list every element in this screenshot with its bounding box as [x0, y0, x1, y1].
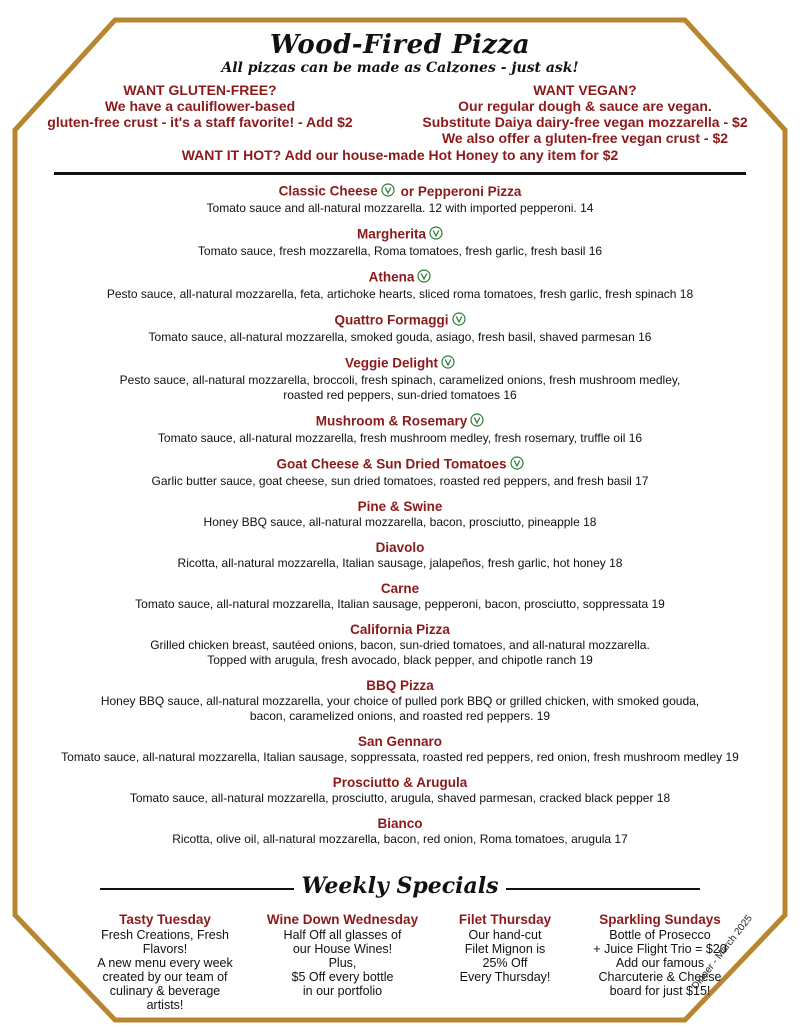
menu-item: [40, 226, 760, 259]
dietary-notes: [40, 82, 760, 146]
special-line: 25% Off: [482, 956, 528, 970]
menu-item-name: Veggie Delight: [40, 355, 760, 373]
special-line: in our portfolio: [302, 984, 383, 998]
menu-item-description: Topped with arugula, fresh avocado, black pepper, and chipotle ranch 19: [207, 653, 593, 667]
menu-item-description: bacon, caramelized onions, and roasted red peppers. 19: [249, 709, 551, 723]
hot-honey-note: WANT IT HOT? Add our house-made Hot Honey to any item for $2: [181, 147, 619, 163]
special-line: Bottle of Prosecco: [609, 928, 711, 942]
special-item: [435, 912, 575, 984]
menu-item-description: Tomato sauce, all-natural mozzarella, prosciutto, arugula, shaved parmesan, cracked black pepper 18: [129, 791, 671, 805]
special-line: created by our team of: [102, 970, 228, 984]
special-line: Filet Mignon is: [464, 942, 546, 956]
vegetarian-icon: [417, 269, 431, 287]
menu-item: [40, 775, 760, 806]
vegetarian-icon: [510, 456, 524, 474]
page-subtitle: All pizzas can be made as Calzones - just ask!: [221, 60, 579, 76]
menu-item-description: Honey BBQ sauce, all-natural mozzarella, your choice of pulled pork BBQ or grilled chicken, with smoked gouda,: [100, 694, 700, 708]
menu-item: [40, 312, 760, 345]
menu-item: [40, 540, 760, 571]
menu-item: [40, 678, 760, 724]
vegan-note: WANT VEGAN? Our regular dough & sauce are vegan. Substitute Daiya dairy-free vegan mozzarella - $2 We also offer a gluten-free vegan crust - $2: [422, 82, 748, 146]
menu-item-name: Diavolo: [375, 540, 425, 555]
menu-item-description: Pesto sauce, all-natural mozzarella, feta, artichoke hearts, sliced roma tomatoes, fresh garlic, fresh spinach 18: [106, 287, 694, 301]
special-line: board for just $15!: [609, 984, 711, 998]
menu-item-description: Grilled chicken breast, sautéed onions, bacon, sun-dried tomatoes, and all-natural mozzarella.: [150, 638, 650, 652]
special-title: Filet Thursday: [458, 912, 552, 927]
special-line: Our hand-cut: [468, 928, 542, 942]
menu-item: [40, 816, 760, 847]
special-line: Charcuterie & Cheese: [598, 970, 722, 984]
special-line: culinary & beverage: [109, 984, 221, 998]
menu-item-name: San Gennaro: [357, 734, 443, 749]
special-line: Every Thursday!: [459, 970, 551, 984]
menu-item-description: Tomato sauce and all-natural mozzarella. 12 with imported pepperoni. 14: [206, 201, 594, 215]
menu-item-name: California Pizza: [350, 622, 450, 637]
page-title: Wood-Fired Pizza: [269, 30, 531, 60]
vegetarian-icon: [452, 312, 466, 330]
menu-item: [40, 456, 760, 489]
menu-item-description: Garlic butter sauce, goat cheese, sun dried tomatoes, roasted red peppers, and fresh basil 17: [151, 474, 649, 488]
menu-page: [40, 30, 760, 857]
menu-item-name: Classic Cheese or Pepperoni Pizza: [40, 183, 760, 201]
menu-item-description: Honey BBQ sauce, all-natural mozzarella, bacon, prosciutto, pineapple 18: [203, 515, 597, 529]
divider: [54, 172, 746, 175]
gluten-free-note: WANT GLUTEN-FREE? We have a cauliflower-based gluten-free crust - it's a staff favorite! - Add $2: [47, 82, 353, 130]
special-line: Fresh Creations, Fresh Flavors!: [101, 928, 229, 956]
special-item: [80, 912, 250, 1012]
vegetarian-icon: [381, 183, 395, 201]
menu-item-name: Pine & Swine: [357, 499, 443, 514]
specials-title: Weekly Specials: [294, 873, 507, 899]
menu-item: [40, 499, 760, 530]
footer-date: Dinner - March 2025: [690, 913, 755, 992]
menu-item-description: Ricotta, olive oil, all-natural mozzarella, bacon, red onion, Roma tomatoes, arugula 17: [172, 832, 628, 846]
menu-item-name: Quattro Formaggi: [40, 312, 760, 330]
menu-item: [40, 355, 760, 403]
special-line: A new menu every week: [97, 956, 233, 970]
vegetarian-icon: [429, 226, 443, 244]
special-title: Wine Down Wednesday: [266, 912, 419, 927]
menu-item: [40, 183, 760, 216]
weekly-specials-header: [100, 873, 700, 903]
weekly-specials: [80, 912, 740, 1022]
special-title: Sparkling Sundays: [599, 912, 721, 927]
menu-item-name: Mushroom & Rosemary: [40, 413, 760, 431]
menu-item-description: roasted red peppers, sun-dried tomatoes 16: [283, 388, 517, 402]
special-title: Tasty Tuesday: [119, 912, 211, 927]
special-line: $5 Off every bottle: [291, 970, 394, 984]
special-line: + Juice Flight Trio = $20: [593, 942, 727, 956]
menu-item-description: Pesto sauce, all-natural mozzarella, broccoli, fresh spinach, caramelized onions, fresh mushroom medley,: [119, 373, 681, 387]
special-line: Add our famous: [615, 956, 705, 970]
menu-item-name: BBQ Pizza: [366, 678, 434, 693]
menu-item-description: Tomato sauce, all-natural mozzarella, fresh mushroom medley, fresh rosemary, truffle oil 16: [157, 431, 643, 445]
menu-item-description: Tomato sauce, all-natural mozzarella, smoked gouda, asiago, fresh basil, shaved parmesan 16: [148, 330, 652, 344]
vegetarian-icon: [470, 413, 484, 431]
special-line: Plus,: [328, 956, 357, 970]
menu-item-description: Tomato sauce, all-natural mozzarella, Italian sausage, pepperoni, bacon, prosciutto, soppressata 19: [135, 597, 665, 611]
pizza-menu: [40, 183, 760, 847]
menu-item: [40, 269, 760, 302]
menu-item: [40, 622, 760, 668]
menu-item-name: Carne: [380, 581, 420, 596]
menu-item: [40, 581, 760, 612]
vegetarian-icon: [441, 355, 455, 373]
menu-item-name: Margherita: [40, 226, 760, 244]
special-line: our House Wines!: [292, 942, 393, 956]
menu-item-description: Ricotta, all-natural mozzarella, Italian sausage, jalapeños, fresh garlic, hot honey 18: [177, 556, 623, 570]
menu-item-name: Goat Cheese & Sun Dried Tomatoes: [40, 456, 760, 474]
menu-item-name: Athena: [40, 269, 760, 287]
special-line: artists!: [146, 998, 184, 1012]
menu-item: [40, 413, 760, 446]
menu-item-description: Tomato sauce, fresh mozzarella, Roma tomatoes, fresh garlic, fresh basil 16: [197, 244, 603, 258]
menu-item-description: Tomato sauce, all-natural mozzarella, Italian sausage, soppressata, roasted red peppers, red onion, fresh mushroom medley 19: [61, 750, 739, 764]
menu-item: [40, 734, 760, 765]
special-line: Half Off all glasses of: [283, 928, 402, 942]
menu-item-name: Bianco: [377, 816, 423, 831]
special-item: [255, 912, 430, 998]
menu-item-name: Prosciutto & Arugula: [332, 775, 468, 790]
